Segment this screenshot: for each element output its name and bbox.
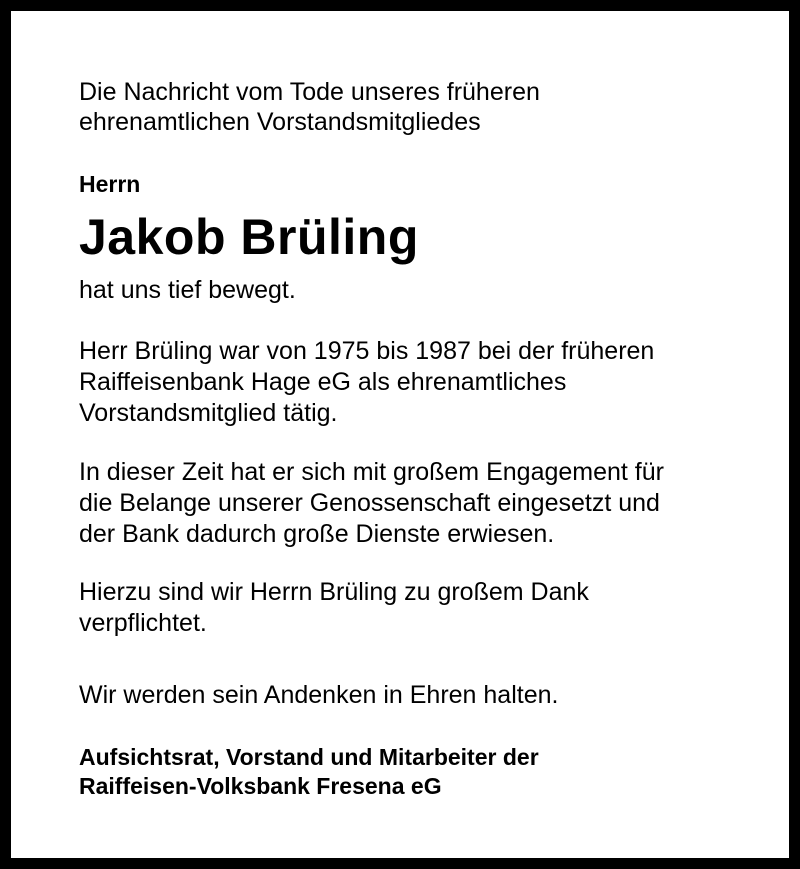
paragraph-line: Raiffeisenbank Hage eG als ehrenamtliches — [79, 368, 567, 396]
engagement-paragraph — [79, 457, 664, 550]
intro-line: Die Nachricht vom Tode unseres früheren — [79, 78, 540, 106]
signature-line: Aufsichtsrat, Vorstand und Mitarbeiter der — [79, 744, 539, 770]
signature-line: Raiffeisen-Volksbank Fresena eG — [79, 773, 442, 799]
paragraph-line: der Bank dadurch große Dienste erwiesen. — [79, 520, 555, 548]
paragraph-line: Vorstandsmitglied tätig. — [79, 399, 338, 427]
paragraph-line: In dieser Zeit hat er sich mit großem Engagement für — [79, 458, 664, 486]
paragraph-line: die Belange unserer Genossenschaft eingesetzt und — [79, 489, 660, 517]
deceased-name: Jakob Brüling — [79, 209, 419, 265]
signature — [79, 743, 539, 801]
gratitude-paragraph — [79, 577, 589, 639]
paragraph-line: Hierzu sind wir Herrn Brüling zu großem Dank — [79, 578, 589, 606]
intro-line: ehrenamtlichen Vorstandsmitgliedes — [79, 108, 481, 136]
moved-line: hat uns tief bewegt. — [79, 276, 296, 304]
intro-text — [79, 77, 540, 137]
service-paragraph — [79, 336, 654, 429]
salutation: Herrn — [79, 171, 141, 197]
paragraph-line: Herr Brüling war von 1975 bis 1987 bei der früheren — [79, 337, 655, 365]
closing-line: Wir werden sein Andenken in Ehren halten. — [79, 681, 559, 709]
paragraph-line: verpflichtet. — [79, 609, 207, 637]
